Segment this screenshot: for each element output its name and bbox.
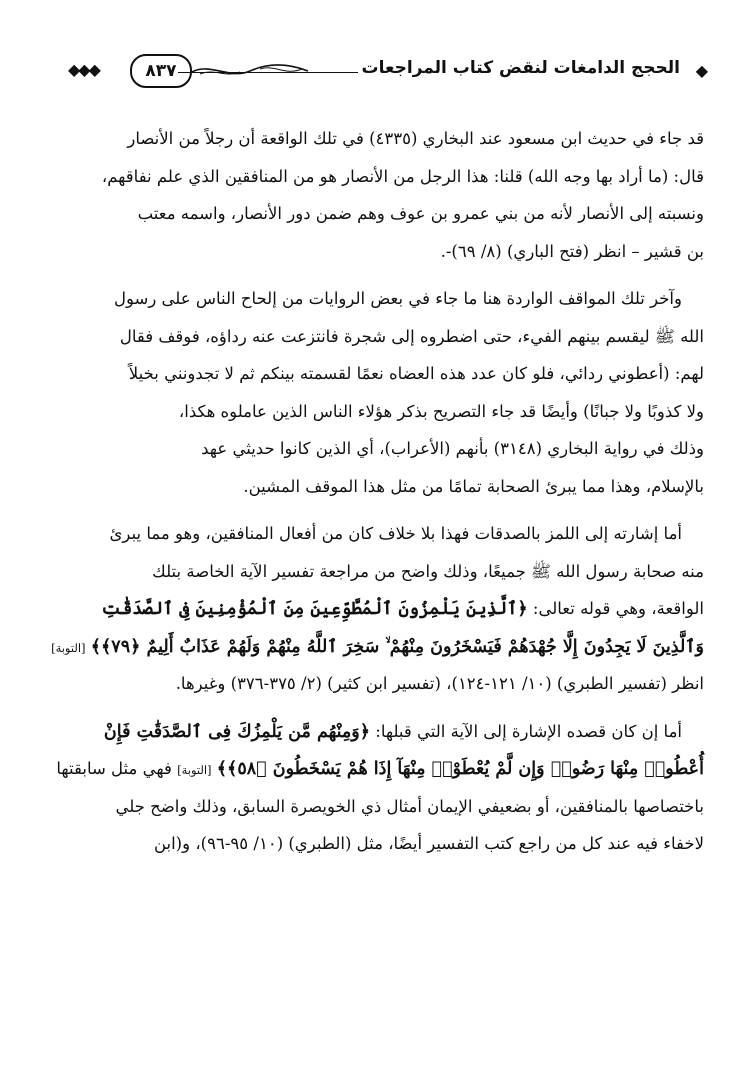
- text-line: الله ﷺ ليقسم بينهم الفيء، حتى اضطروه إلى شجرة فانتزعت عنه رداؤه، فوقف فقال: [119, 326, 704, 346]
- surah-reference: [التوبة]: [177, 763, 212, 777]
- header-flourish-ornament: [190, 60, 310, 82]
- text-line: بالإسلام، وهذا مما يبرئ الصحابة تمامًا من مثل هذا الموقف المشين.: [243, 476, 704, 496]
- paragraph-4: [56, 713, 704, 863]
- page-body: [51, 120, 704, 873]
- text-line: قال: (ما أراد بها وجه الله) قلنا: هذا الرجل من الأنصار هو من المنافقين الذي علم نفاقهم،: [101, 166, 704, 186]
- paragraph-3: [51, 515, 704, 703]
- running-title: الحجج الدامغات لنقض كتاب المراجعات: [361, 58, 680, 78]
- paragraph-2: [62, 280, 704, 505]
- text-line: [62, 590, 704, 628]
- text-line: أما إشارته إلى اللمز بالصدقات فهذا بلا خلاف كان من أفعال المنافقين، وهو مما يبرئ: [109, 524, 682, 543]
- text-line: ونسبته إلى الأنصار لأنه من بني عمرو بن عوف وهم ضمن دور الأنصار، واسمه معتب: [137, 204, 704, 223]
- surah-reference: [التوبة]: [51, 640, 86, 655]
- page-number: ٨٣٧: [130, 54, 192, 88]
- header-ornament-right: ◆: [695, 61, 708, 80]
- text-span: الواقعة، وهي قوله تعالى:: [527, 599, 704, 618]
- text-line: لهم: (أعطوني ردائي، فلو كان عدد هذه العضاه نعمًا لقسمته بينكم ثم لا تجدونني بخيلاً: [128, 364, 704, 383]
- quran-verse: أُعْطُوا۟ مِنْهَا رَضُوا۟ وَإِن لَّمْ يُعْطَوْا۟ مِنْهَآ إِذَا هُمْ يَسْخَطُونَ ﴿٥٨﴾﴾: [216, 759, 704, 779]
- text-line: لاخفاء فيه عند كل من راجع كتب التفسير أيضًا، مثل (الطبري) (١٠/ ٩٥-٩٦)، و(ابن: [153, 834, 704, 853]
- text-line: وآخر تلك المواقف الواردة هنا ما جاء في بعض الروايات من إلحاح الناس على رسول: [113, 289, 682, 308]
- text-line: منه صحابة رسول الله ﷺ جميعًا، وذلك واضح من مراجعة تفسير الآية الخاصة بتلك: [152, 561, 704, 581]
- text-line: بن قشير – انظر (فتح الباري) (٨/ ٦٩)-.: [440, 241, 704, 261]
- page-header: [58, 52, 708, 92]
- text-line: [51, 628, 704, 666]
- quran-verse: ﴿ٱلَّذِينَ يَلْمِزُونَ ٱلْمُطَّوِّعِينَ مِنَ ٱلْمُؤْمِنِينَ فِى ٱلصَّدَقَٰتِ: [101, 599, 528, 619]
- text-span: فهي مثل سابقتها: [56, 759, 178, 778]
- text-line: [56, 750, 704, 788]
- header-ornament-left: ◆◆◆: [68, 60, 99, 79]
- paragraph-1: [62, 120, 704, 270]
- text-line: وذلك في رواية البخاري (٣١٤٨) بأنهم (الأعراب)، أي الذين كانوا حديثي عهد: [201, 439, 704, 458]
- text-line: قد جاء في حديث ابن مسعود عند البخاري (٤٣٣٥) في تلك الواقعة أن رجلاً من الأنصار: [127, 129, 704, 148]
- quran-verse: ﴿وَمِنْهُم مَّن يَلْمِزُكَ فِى ٱلصَّدَقَٰتِ فَإِنْ: [103, 721, 371, 742]
- text-line: باختصاصها بالمنافقين، أو بضعيفي الإيمان أمثال ذي الخويصرة السابق، وذلك واضح جلي: [115, 796, 704, 816]
- text-line: ولا كذوبًا ولا جبانًا) وأيضًا قد جاء التصريح بذكر هؤلاء الناس الذين عاملوه هكذا،: [178, 401, 704, 421]
- text-line: [62, 713, 704, 751]
- quran-verse: وَٱلَّذِينَ لَا يَجِدُونَ إِلَّا جُهْدَهُمْ فَيَسْخَرُونَ مِنْهُمْ ۙ سَخِرَ ٱللَّهُ مِنْهُمْ وَلَهُمْ عَذَابٌ أَلِيمٌ ﴿٧٩﴾﴾: [90, 636, 704, 657]
- text-line: انظر (تفسير الطبري) (١٠/ ١٢١-١٢٤)، (تفسير ابن كثير) (٢/ ٣٧٥-٣٧٦) وغيرها.: [175, 674, 704, 693]
- text-span: أما إن كان قصده الإشارة إلى الآية التي قبلها:: [370, 721, 682, 741]
